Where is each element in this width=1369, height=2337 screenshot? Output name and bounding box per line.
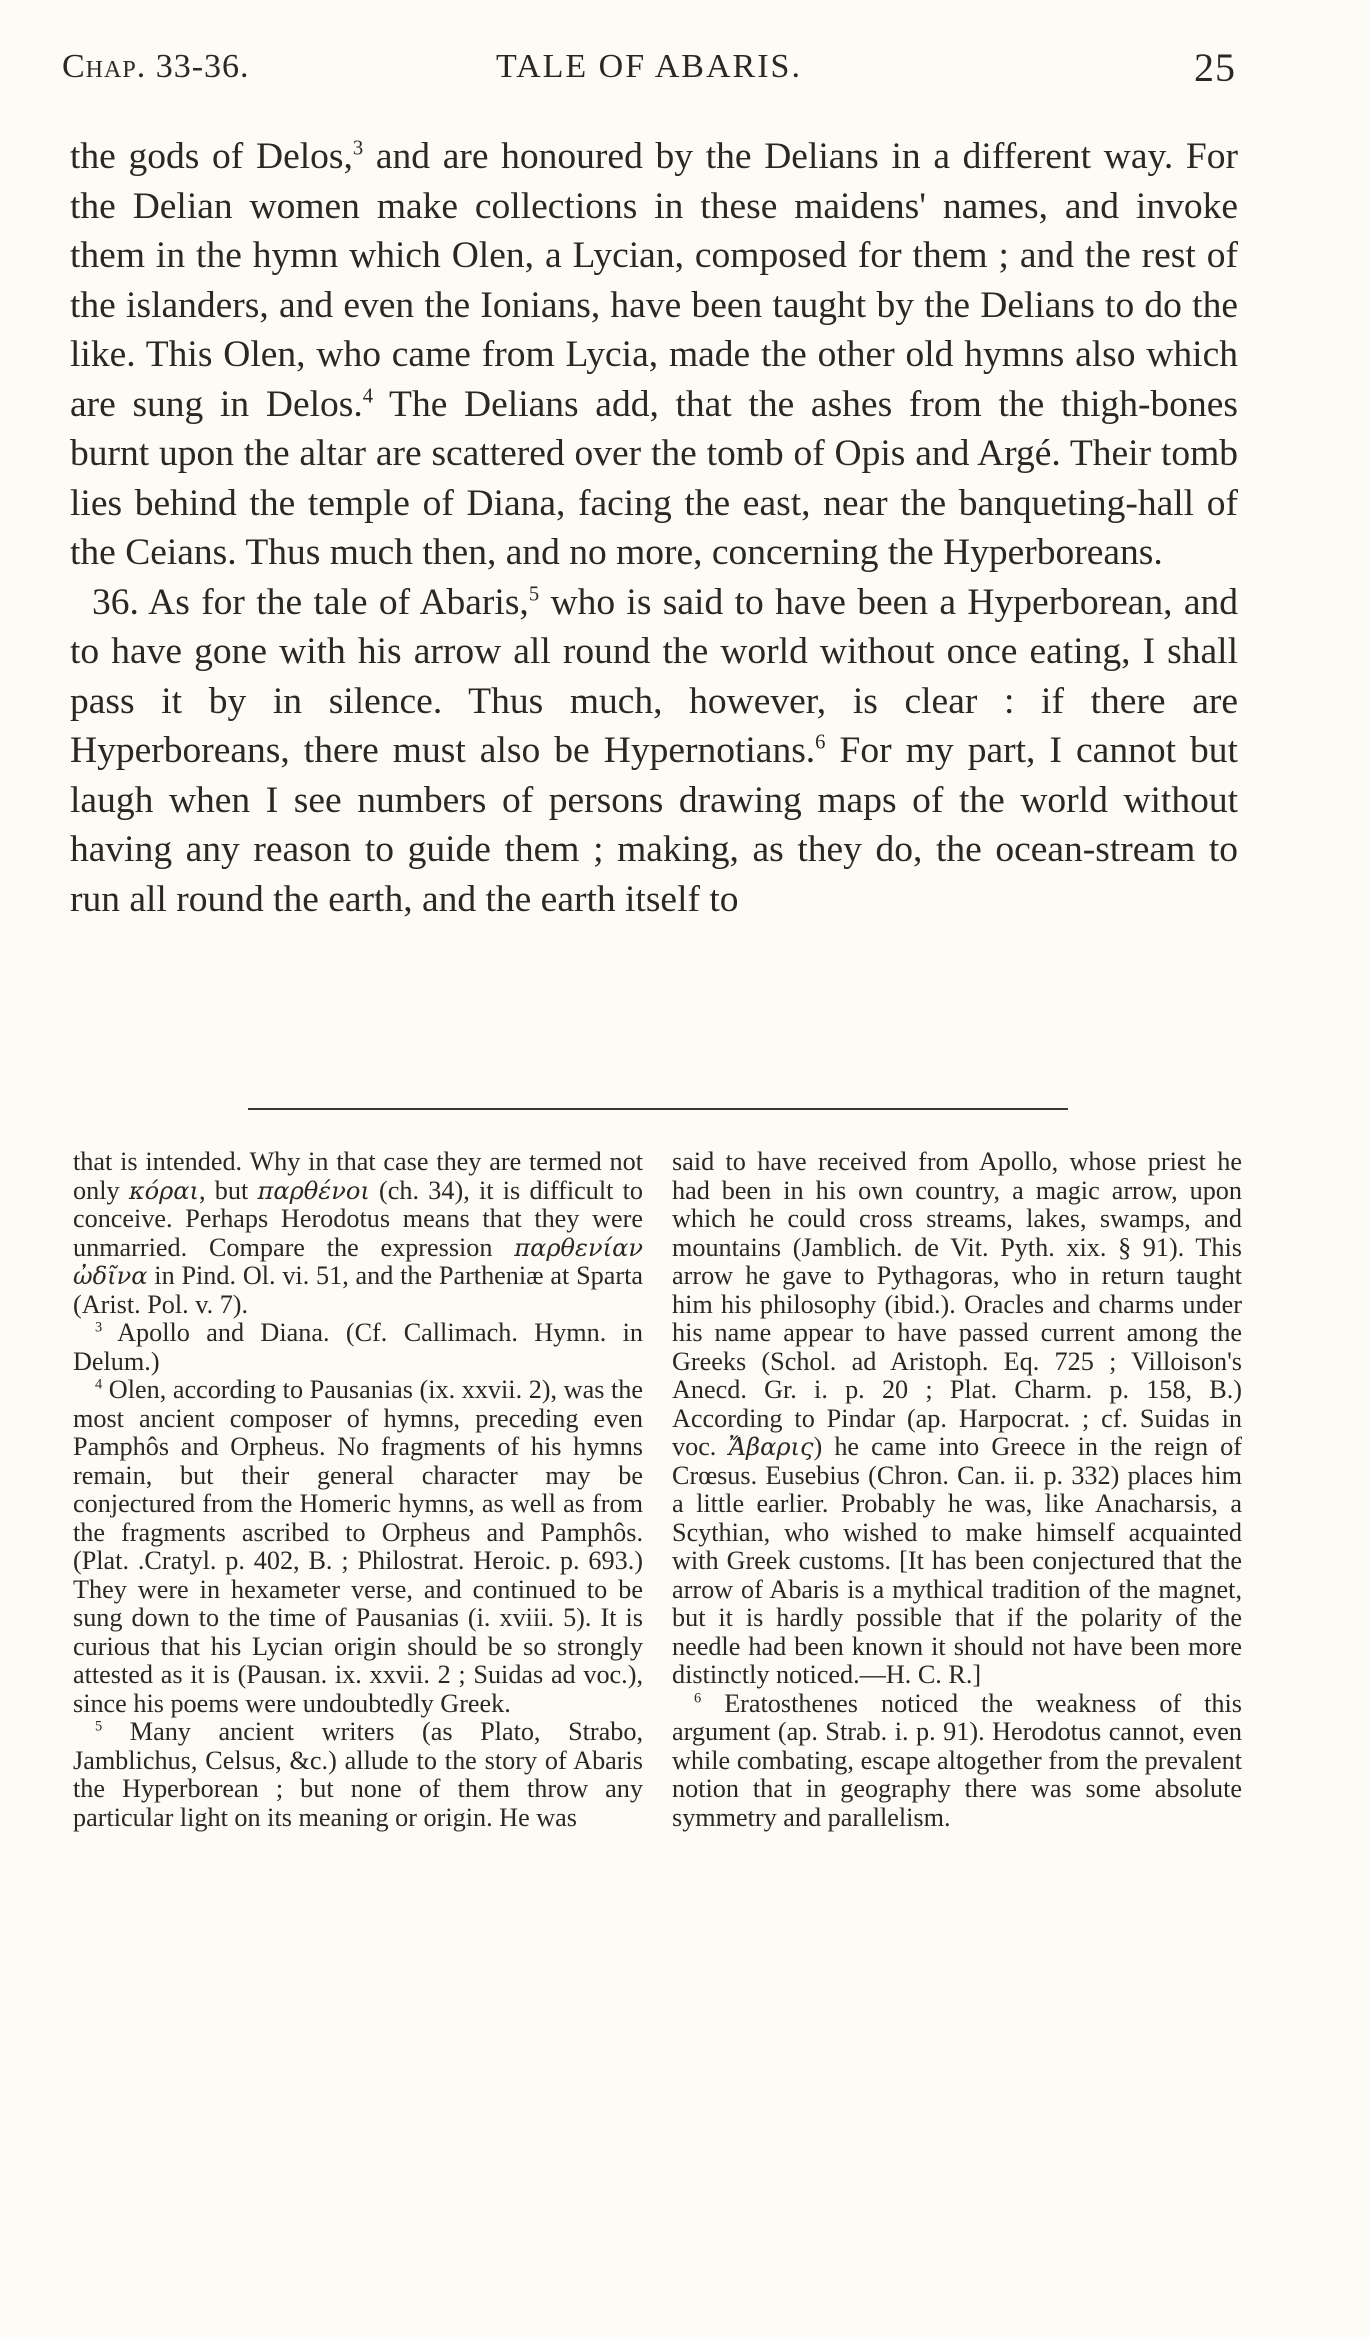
greek-term: κόραι xyxy=(128,1176,199,1205)
text-run: 36. As for the tale of Abaris, xyxy=(92,581,529,623)
footnote-mark: 6 xyxy=(694,1689,702,1706)
footnotes-right-column xyxy=(672,1148,1242,1832)
text-run: the gods of Delos, xyxy=(70,136,353,177)
footnote-5 xyxy=(73,1718,643,1832)
footnote-5-continuation xyxy=(672,1148,1242,1690)
text-run: For my part, I cannot but laugh when I see numbers of persons drawing maps of the world without having any reason to guide them ; making, as they do, the ocean-stream to run all round the earth, and the earth itself to xyxy=(70,730,1238,920)
greek-term: παρθενίαν ὠδῖνα xyxy=(73,1233,643,1290)
text-run: Apollo and Diana. (Cf. Callimach. Hymn. in Delum.) xyxy=(73,1318,643,1376)
text-run: Many ancient writers (as Plato, Strabo, Jamblichus, Celsus, &c.) allude to the story of Abaris the Hyperborean ; but none of them throw any particular light on its meaning or origin. He was xyxy=(73,1717,643,1832)
footnote-ref-4: 4 xyxy=(362,385,374,407)
footnotes-left-column xyxy=(73,1148,643,1832)
page-title: TALE OF ABARIS. xyxy=(496,48,802,85)
text-run: who is said to have been a Hyperborean, and to have gone with his arrow all round the world without once eating, I shall pass it by in silence. Thus much, however, is clear : if there are Hyperboreans, there must also be Hypernotians. xyxy=(70,581,1238,771)
greek-term: Ἄβαρις xyxy=(728,1433,814,1461)
main-paragraph-36 xyxy=(70,578,1238,925)
text-run: said to have received from Apollo, whose priest he had been in his own country, a magic arrow, upon which he could cross streams, lakes, swamps, and mountains (Jamblich. de Vit. Pyth. xix. § 91). This arrow he gave to Pythagoras, who in return taught him his philosophy (ibid.). Oracles and charms under his name appear to have passed current among the Greeks (Schol. ad Aristoph. Eq. 725 ; Villoison's Anecd. Gr. i. p. 20 ; Plat. Charm. p. 158, B.) According to Pindar (ap. Harpocrat. ; cf. Suidas in voc. xyxy=(672,1147,1242,1461)
footnote-mark: 5 xyxy=(95,1718,103,1735)
footnote-ref-6: 6 xyxy=(815,731,826,754)
footnote-ref-3: 3 xyxy=(352,137,364,160)
footnote-6 xyxy=(672,1690,1242,1833)
greek-term: παρθένοι xyxy=(257,1176,370,1205)
footnote-mark: 3 xyxy=(95,1319,103,1336)
footnote-ref-5: 5 xyxy=(528,583,540,605)
page-number: 25 xyxy=(1194,45,1236,90)
main-text xyxy=(70,132,1238,924)
text-run: that is intended. Why in that case they are termed not only xyxy=(73,1147,643,1205)
text-run: Eratosthenes noticed the weakness of this argument (ap. Strab. i. p. 91). Herodotus cannot, even while combating, escape altogether from the prevalent notion that in geography there was some absolute symmetry and parallelism. xyxy=(672,1688,1242,1832)
footnote-continuation xyxy=(73,1148,643,1319)
text-run: in Pind. Ol. vi. 51, and the Partheniæ at Sparta (Arist. Pol. v. 7). xyxy=(73,1261,643,1319)
running-header xyxy=(62,44,1236,104)
text-run: , but xyxy=(199,1175,258,1205)
text-run: Olen, according to Pausanias (ix. xxvii. 2), was the most ancient composer of hymns, preceding even Pamphôs and Orpheus. No fragments of his hymns remain, but their general character may be conjectured from the Homeric hymns, as well as from the fragments ascribed to Orpheus and Pamphôs. (Plat. .Cratyl. p. 402, B. ; Philostrat. Heroic. p. 693.) They were in hexameter verse, and continued to be sung down to the time of Pausanias (i. xviii. 5). It is curious that his Lycian origin should be so strongly attested as it is (Pausan. ix. xxvii. 2 ; Suidas ad voc.), since his poems were undoubtedly Greek. xyxy=(73,1375,643,1718)
footnote-mark: 4 xyxy=(95,1376,103,1393)
footnote-3 xyxy=(73,1319,643,1376)
text-run: and are honoured by the Delians in a different way. For the Delian women make collections in these maidens' names, and invoke them in the hymn which Olen, a Lycian, composed for them ; and the rest of the islanders, and even the Ionians, have been taught by the Delians to do the like. This Olen, who came from Lycia, made the other old hymns also which are sung in Delos. xyxy=(70,136,1238,425)
text-run: ) he came into Greece in the reign of Crœsus. Eusebius (Chron. Can. ii. p. 332) places him a little earlier. Probably he was, like Anacharsis, a Scythian, who wished to make himself acquainted with Greek customs. [It has been conjectured that the arrow of Abaris is a mythical tradition of the magnet, but it is hardly possible that if the polarity of the needle had been known it should not have been more distinctly noticed.—H. C. R.] xyxy=(672,1432,1242,1689)
chapter-reference: Chap. 33-36. xyxy=(62,48,250,85)
footnote-divider xyxy=(248,1108,1068,1110)
footnote-4 xyxy=(73,1376,643,1718)
text-run: The Delians add, that the ashes from the thigh-bones burnt upon the altar are scattered over the tomb of Opis and Argé. Their tomb lies behind the temple of Diana, facing the east, near the banqueting-hall of the Ceians. Thus much then, and no more, concerning the Hyperboreans. xyxy=(70,383,1239,573)
text-run: (ch. 34), it is difficult to conceive. Perhaps Herodotus means that they were unmarried. Compare the expression xyxy=(73,1175,643,1262)
main-paragraph xyxy=(70,132,1238,578)
